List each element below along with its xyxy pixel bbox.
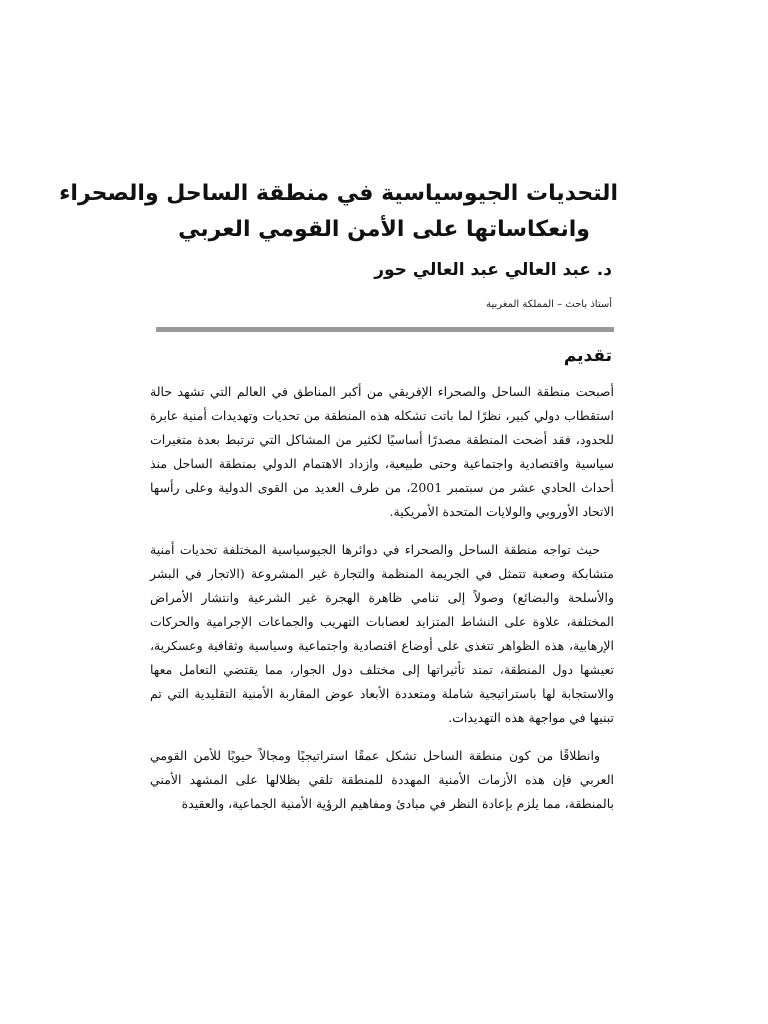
paragraph: وانطلاقًا من كون منطقة الساحل تشكل عمقًا استراتيجيًا ومجالاً حيويًا للأمن القومي العربي فإن هذه الأزمات الأمنية المهددة للمنطقة تلقي بظلالها على المشهد الأمني بالمنطقة، مما يلزم بإعادة النظر في مبادئ ومفاهيم الرؤية الأمنية الجماعية، والعقيدة bbox=[150, 748, 614, 811]
paragraph: حيث تواجه منطقة الساحل والصحراء في دوائرها الجيوسياسية المختلفة تحديات أمنية متشابكة وصعبة تتمثل في الجريمة المنظمة والتجارة غير المشروعة (الاتجار في البشر والأسلحة والبضائع) وصولاً إلى تنامي ظاهرة الهجرة غير الشرعية وانتشار الأمراض المختلفة، علاوة على النشاط المتزايد لعصابات التهريب والجماعات الإجرامية والحركات الإرهابية، هذه الظواهر تتغذى على أوضاع اقتصادية واجتماعية وسياسية وثقافية وعسكرية، تعيشها دول المنطقة، تمتد تأثيراتها إلى مختلف دول الجوار، مما يقتضي التعامل معها والاستجابة لها باستراتيجية شاملة ومتعددة الأبعاد عوض المقاربة الأمنية التقليدية التي تم تبنيها في مواجهة هذه التهديدات. bbox=[150, 542, 614, 725]
paragraph: أصبحت منطقة الساحل والصحراء الإفريقي من أكبر المناطق في العالم التي تشهد حالة استقطاب دولي كبير، نظرًا لما باتت تشكله هذه المنطقة من تحديات وتهديدات أمنية عابرة للحدود، فقد أضحت المنطقة مصدرًا أساسيًا لكثير من المشاكل التي ترتبط بعدة متغيرات سياسية واقتصادية واجتماعية وحتى طبيعية، وازداد الاهتمام الدولي بمنطقة الساحل منذ أحداث الحادي عشر من سبتمبر 2001، من طرف العديد من القوى الدولية وعلى رأسها الاتحاد الأوروبي والولايات المتحدة الأمريكية. bbox=[150, 384, 614, 519]
horizontal-divider bbox=[156, 327, 614, 332]
author-affiliation: أستاذ باحث – المملكة المغربية bbox=[486, 299, 612, 310]
author-name: د. عبد العالي عبد العالي حور bbox=[374, 260, 612, 280]
article-title bbox=[59, 176, 618, 248]
title-line-1: التحديات الجيوسياسية في منطقة الساحل والصحراء bbox=[59, 181, 618, 206]
section-heading: تقديم bbox=[563, 346, 612, 366]
title-line-2: وانعكاساتها على الأمن القومي العربي bbox=[178, 217, 590, 242]
body-text bbox=[150, 380, 614, 830]
